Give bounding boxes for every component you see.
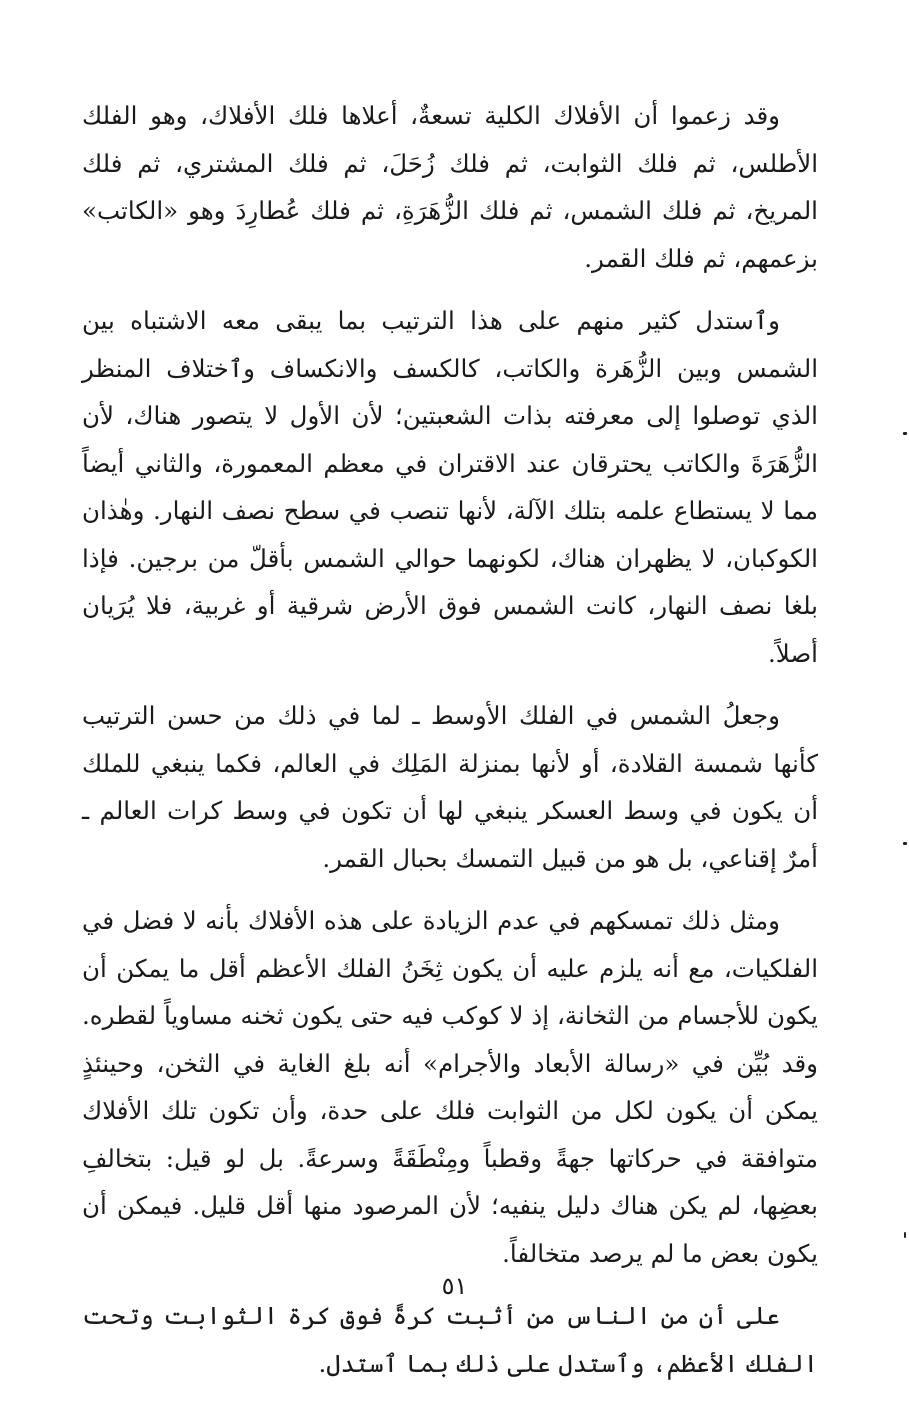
paragraph-1: وقد زعموا أن الأفلاك الكلية تسعةٌ، أعلاها فلك الأفلاك، وهو الفلك الأطلس، ثم فلك الثوابت، ثم فلك زُحَلَ، ثم فلك المشتري، ثم فلك المريخ، ثم فلك الشمس، ثم فلك الزُّهَرَةِ، ثم فلك عُطارِدَ وهو «الكاتب» بزعمهم، ثم فلك القمر. bbox=[82, 101, 818, 273]
page-number: ٥١ bbox=[441, 1272, 468, 1300]
scan-speck bbox=[903, 432, 907, 435]
paragraph-5: على أن من الناس من أثبت كرةً فوق كرة الثوابت وتحت الفلك الأعظم، وٱستدل على ذلك بما ٱستدل. bbox=[82, 1301, 818, 1378]
paragraph-2: وٱستدل كثير منهم على هذا الترتيب بما يبقى معه الاشتباه بين الشمس وبين الزُّهَرة والكاتب، كالكسف والانكساف وٱختلاف المنظر الذي توصلوا إلى معرفته بذات الشعبتين؛ لأن الأول لا يتصور هناك، لأن الزُّهَرَةَ والكاتب يحترقان عند الاقتران في معظم المعمورة، والثاني أيضاً مما لا يستطاع علمه بتلك الآلة، لأنها تنصب في سطح نصف النهار. وهٰذان الكوكبان، لا يظهران هناك، لكونهما حوالي الشمس بأقلّ من برجين. فإذا بلغا نصف النهار، كانت الشمس فوق الأرض شرقية أو غربية، فلا يُرَيان أصلاً. bbox=[82, 306, 818, 668]
paragraph-3: وجعلُ الشمس في الفلك الأوسط ـ لما في ذلك من حسن الترتيب كأنها شمسة القلادة، أو لأنها بمنزلة المَلِك في العالم، فكما ينبغي للملك أن يكون في وسط العسكر ينبغي لها أن تكون في وسط كرات العالم ـ أمرٌ إقناعي، بل هو من قبيل التمسك بحبال القمر. bbox=[82, 701, 818, 873]
scan-speck bbox=[904, 1232, 906, 1238]
body-text bbox=[82, 92, 818, 1402]
scan-speck bbox=[903, 842, 907, 845]
paragraph-4: ومثل ذلك تمسكهم في عدم الزيادة على هذه الأفلاك بأنه لا فضل في الفلكيات، مع أنه يلزم عليه أن يكون ثِخَنُ الفلك الأعظم أقل ما يمكن أن يكون للأجسام من الثخانة، إذ لا كوكب فيه حتى يكون ثخنه مساوياً لقطره. وقد بُيِّن في «رسالة الأبعاد والأجرام» أنه بلغ الغاية في الثخن، وحينئذٍ يمكن أن يكون لكل من الثوابت فلك على حدة، وأن تكون تلك الأفلاك متوافقة في حركاتها جهةً وقطباً ومِنْطَقَةً وسرعةً. بل لو قيل: بتخالفِ بعضِها، لم يكن هناك دليل ينفيه؛ لأن المرصود منها أقل قليل. فيمكن أن يكون بعض ما لم يرصد متخالفاً. bbox=[82, 906, 818, 1268]
